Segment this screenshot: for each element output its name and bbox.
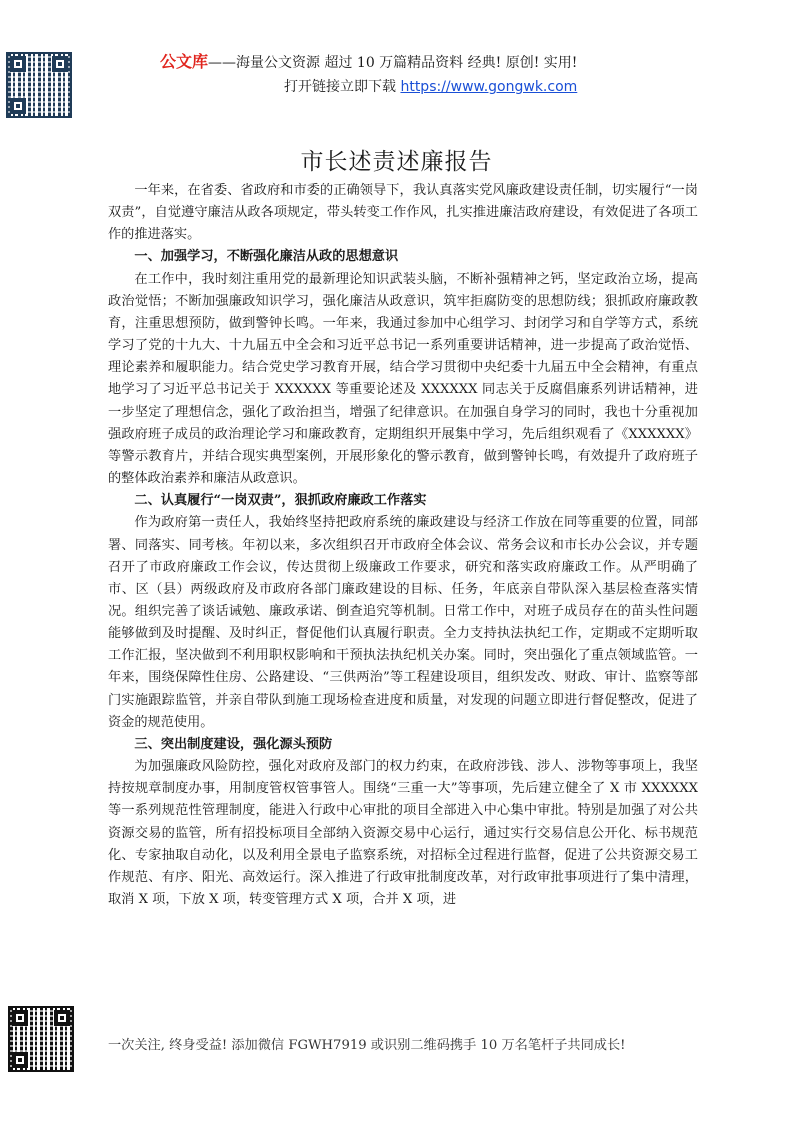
section-heading: 三、突出制度建设，强化源头预防: [134, 736, 333, 752]
body-paragraph: 作为政府第一责任人，我始终坚持把政府系统的廉政建设与经济工作放在同等重要的位置，同部署、同落实、同考核。年初以来，多次组织召开市政府全体会议、常务会议和市长办公会议，并专题召开了市政府廉政工作会议，传达贯彻上级廉政工作要求，研究和落实政府廉政工作。从严明确了市、区（县）两级政府及市政府各部门廉政建设的目标、任务，年底亲自带队深入基层检查落实情况。组织完善了谈话诫勉、廉政承诺、倒查追究等机制。日常工作中，对班子成员存在的苗头性问题能够做到及时提醒、及时纠正，督促他们认真履行职责。全力支持执法执纪工作，定期或不定期听取工作汇报，坚决做到不利用职权影响和干预执法执纪机关办案。同时，突出强化了重点领域监管。一年来，围绕保障性住房、公路建设、“三供两治”等工程建设项目，组织发改、财政、审计、监察等部门实施跟踪监管，并亲自带队到施工现场检查进度和质量，对发现的问题立即进行督促整改，促进了资金的规范使用。: [108, 515, 698, 730]
header-banner: [160, 50, 680, 99]
qr-finder-icon: [10, 98, 26, 114]
section-heading: 一、加强学习，不断强化廉洁从政的思想意识: [134, 249, 399, 265]
qr-finder-icon: [10, 56, 26, 72]
footer-note: 一次关注, 终身受益! 添加微信 FGWH7919 或识别二维码携手 10 万名笔杆子共同成长!: [108, 1038, 626, 1053]
header-line-2: [160, 75, 680, 99]
body-paragraph: 为加强廉政风险防控，强化对政府及部门的权力约束，在政府涉钱、涉人、涉物等事项上，我坚持按规章制度办事，用制度管权管事管人。围绕“三重一大”等事项，先后建立健全了 X 市 XXXXXX 等一系列规范性管理制度，能进入行政中心审批的项目全部进入中心集中审批。特别是加强了对公共资源交易的监管，所有招投标项目全部纳入资源交易中心运行，通过实行交易信息公开化、标书规范化、专家抽取自动化，以及利用全景电子监察系统，对招标全过程进行监督，促进了公共资源交易工作规范、有序、阳光、高效运行。深入推进了行政审批制度改革，对行政审批事项进行了集中清理，取消 X 项，下放 X 项，转变管理方式 X 项，合并 X 项，进: [108, 759, 698, 907]
website-link[interactable]: https://www.gongwk.com: [400, 79, 578, 95]
body-paragraph: 在工作中，我时刻注重用党的最新理论知识武装头脑，不断补强精神之钙，坚定政治立场，提高政治觉悟；不断加强廉政知识学习，强化廉洁从政意识，筑牢拒腐防变的思想防线；狠抓政府廉政教育，注重思想预防，做到警钟长鸣。一年来，我通过参加中心组学习、封闭学习和自学等方式，系统学习了党的十九大、十九届五中全会和习近平总书记一系列重要讲话精神，进一步提高了政治觉悟、理论素养和履职能力。结合党史学习教育开展，结合学习贯彻中央纪委十九届五中全会精神，有重点地学习了习近平总书记关于 XXXXXX 等重要论述及 XXXXXX 同志关于反腐倡廉系列讲话精神，进一步坚定了理想信念，强化了政治担当，增强了纪律意识。在加强自身学习的同时，我也十分重视加强政府班子成员的政治理论学习和廉政教育，定期组织开展集中学习，先后组织观看了《XXXXXX》等警示教育片，并结合现实典型案例，开展形象化的警示教育，做到警钟长鸣，有效提升了政府班子的整体政治素养和廉洁从政意识。: [108, 271, 698, 487]
qr-finder-icon: [12, 1052, 28, 1068]
brand-name: 公文库: [160, 52, 209, 71]
document-body: [108, 180, 698, 911]
qr-finder-icon: [52, 56, 68, 72]
section-heading: 二、认真履行“一岗双责”，狠抓政府廉政工作落实: [134, 493, 427, 509]
qr-finder-icon: [12, 1010, 28, 1026]
qr-code-icon: [6, 52, 72, 118]
document-title: 市长述责述廉报告: [300, 149, 493, 175]
header-line-1: [160, 50, 680, 75]
body-paragraph: 一年来，在省委、省政府和市委的正确领导下，我认真落实党风廉政建设责任制，切实履行“一岗双责”，自觉遵守廉洁从政各项规定，带头转变工作作风，扎实推进廉洁政府建设，有效促进了各项工作的推进落实。: [108, 183, 698, 243]
header-tagline: ——海量公文资源 超过 10 万篇精品资料 经典! 原创! 实用!: [208, 55, 578, 71]
download-prefix: 打开链接立即下载: [284, 79, 401, 95]
wechat-qr-code-icon: [8, 1006, 74, 1072]
qr-finder-icon: [54, 1010, 70, 1026]
